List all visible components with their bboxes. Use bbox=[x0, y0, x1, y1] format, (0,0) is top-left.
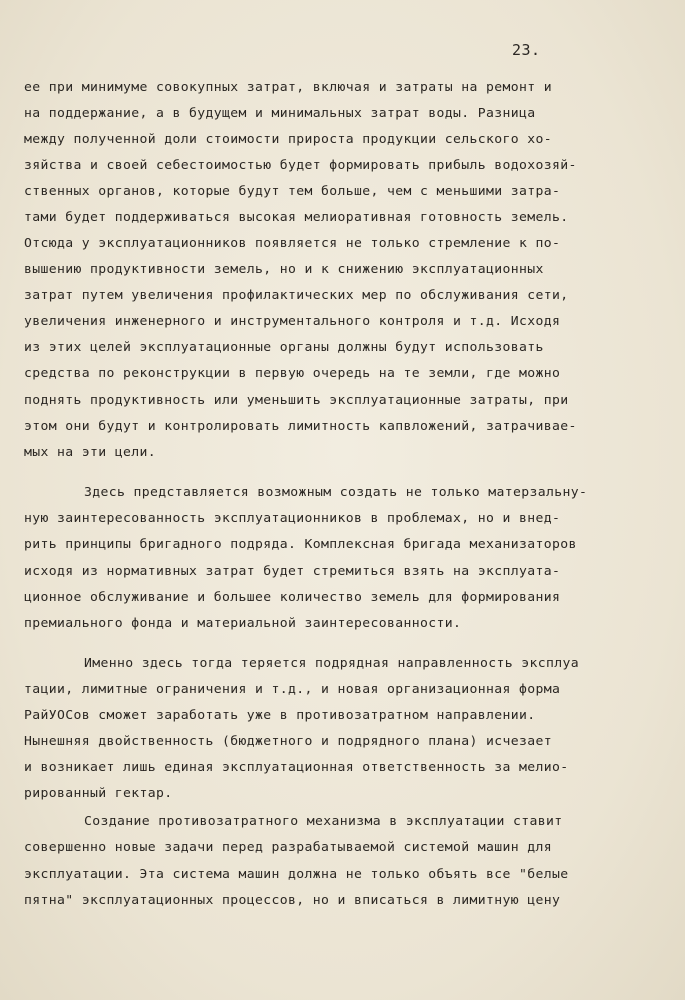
text-line: зяйства и своей себестоимостью будет формировать прибыль водохозяй- bbox=[24, 157, 577, 172]
text-line: ную заинтересованность эксплуатационников в проблемах, но и внед- bbox=[24, 510, 561, 525]
text-line: из этих целей эксплуатационные органы должны будут использовать bbox=[24, 339, 544, 354]
text-line: рированный гектар. bbox=[24, 785, 173, 800]
paragraph-first-line: Именно здесь тогда теряется подрядная направленность эксплуа bbox=[84, 655, 579, 670]
text-line: ционное обслуживание и большее количество земель для формирования bbox=[24, 589, 561, 604]
text-line: Нынешняя двойственность (бюджетного и подрядного плана) исчезает bbox=[24, 733, 552, 748]
text-line: средства по реконструкции в первую очередь на те земли, где можно bbox=[24, 365, 561, 380]
text-line: вышению продуктивности земель, но и к снижению эксплуатационных bbox=[24, 261, 544, 276]
text-line: Отсюда у эксплуатационников появляется не только стремление к по- bbox=[24, 235, 561, 250]
text-line: тами будет поддерживаться высокая мелиоративная готовность земель. bbox=[24, 209, 569, 224]
text-line: премиального фонда и материальной заинтересованности. bbox=[24, 615, 462, 630]
page-number: 23. bbox=[512, 41, 541, 59]
text-line: между полученной доли стоимости прироста продукции сельского хо- bbox=[24, 131, 552, 146]
text-line: увеличения инженерного и инструментального контроля и т.д. Исходя bbox=[24, 313, 561, 328]
text-line: эксплуатации. Эта система машин должна не только объять все "белые bbox=[24, 866, 569, 881]
text-line: мых на эти цели. bbox=[24, 444, 156, 459]
text-line: исходя из нормативных затрат будет стремиться взять на эксплуата- bbox=[24, 563, 561, 578]
paragraph-first-line: Здесь представляется возможным создать не только матерзальну- bbox=[84, 484, 588, 499]
paragraph-first-line: Создание противозатратного механизма в эксплуатации ставит bbox=[84, 813, 563, 828]
text-line: на поддержание, а в будущем и минимальных затрат воды. Разница bbox=[24, 105, 536, 120]
text-line: рить принципы бригадного подряда. Комплексная бригада механизаторов bbox=[24, 536, 577, 551]
text-line: тации, лимитные ограничения и т.д., и новая организационная форма bbox=[24, 681, 561, 696]
text-line: ственных органов, которые будут тем больше, чем с меньшими затра- bbox=[24, 183, 561, 198]
text-line: РайУОСов сможет заработать уже в противозатратном направлении. bbox=[24, 707, 536, 722]
text-line: поднять продуктивность или уменьшить эксплуатационные затраты, при bbox=[24, 392, 569, 407]
text-line: и возникает лишь единая эксплуатационная ответственность за мелио- bbox=[24, 759, 569, 774]
text-line: затрат путем увеличения профилактических мер по обслуживания сети, bbox=[24, 287, 569, 302]
text-line: ее при минимуме совокупных затрат, включая и затраты на ремонт и bbox=[24, 79, 552, 94]
text-line: совершенно новые задачи перед разрабатываемой системой машин для bbox=[24, 839, 552, 854]
text-line: пятна" эксплуатационных процессов, но и вписаться в лимитную цену bbox=[24, 892, 561, 907]
text-line: этом они будут и контролировать лимитность капвложений, затрачивае- bbox=[24, 418, 577, 433]
